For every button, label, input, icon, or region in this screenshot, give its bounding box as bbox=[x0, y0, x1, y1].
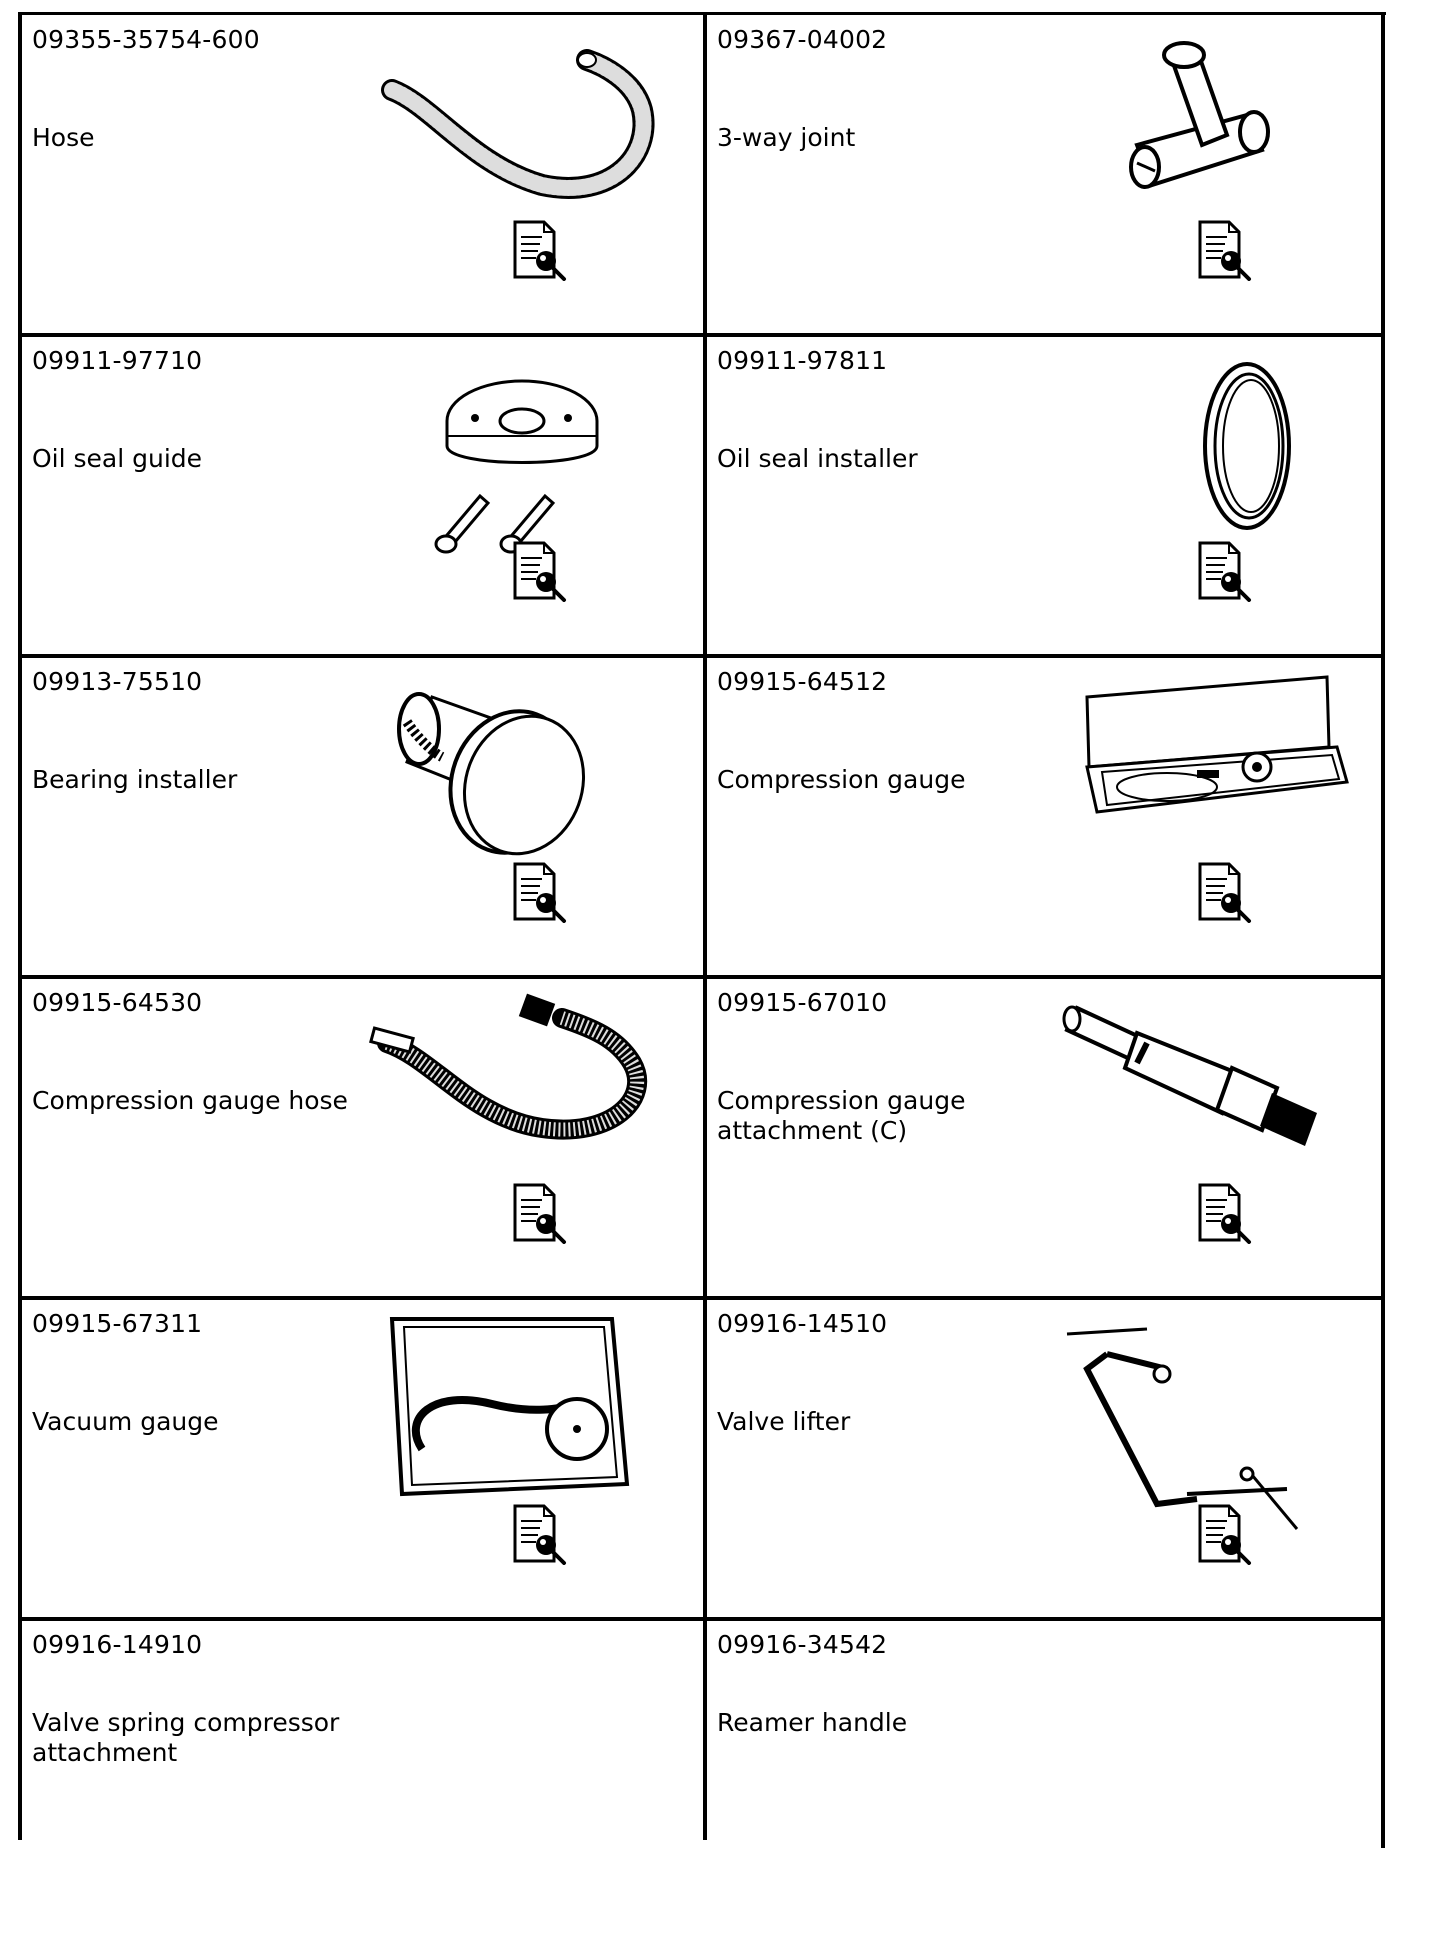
tool-description: Compression gauge hose bbox=[32, 1086, 348, 1115]
tool-description: Reamer handle bbox=[717, 1708, 908, 1737]
tool-description: Bearing installer bbox=[32, 765, 238, 794]
tool-description: Hose bbox=[32, 123, 95, 152]
tool-cell bbox=[707, 978, 1390, 1300]
document-magnifier-icon[interactable] bbox=[512, 219, 570, 281]
tool-description: Valve spring compressor attachment bbox=[32, 1708, 340, 1767]
part-number: 09915-64512 bbox=[717, 667, 888, 696]
part-number: 09916-34542 bbox=[717, 1630, 888, 1659]
tool-description: 3-way joint bbox=[717, 123, 856, 152]
document-magnifier-icon[interactable] bbox=[1197, 1503, 1255, 1565]
document-magnifier-icon[interactable] bbox=[1197, 219, 1255, 281]
part-number: 09916-14510 bbox=[717, 1309, 888, 1338]
document-magnifier-icon[interactable] bbox=[1197, 861, 1255, 923]
tool-cell bbox=[22, 336, 705, 658]
tool-cell bbox=[707, 1299, 1390, 1621]
tool-cell bbox=[22, 15, 705, 337]
tool-cell bbox=[22, 1620, 705, 1942]
part-number: 09915-67010 bbox=[717, 988, 888, 1017]
document-magnifier-icon[interactable] bbox=[512, 1182, 570, 1244]
document-magnifier-icon[interactable] bbox=[1197, 1182, 1255, 1244]
tool-description: Compression gauge bbox=[717, 765, 966, 794]
tool-description: Vacuum gauge bbox=[32, 1407, 219, 1436]
tool-cell bbox=[707, 15, 1390, 337]
tool-description: Oil seal guide bbox=[32, 444, 203, 473]
part-number: 09916-14910 bbox=[32, 1630, 203, 1659]
tool-cell bbox=[22, 657, 705, 979]
part-number: 09915-64530 bbox=[32, 988, 203, 1017]
tool-cell bbox=[707, 1620, 1390, 1942]
tool-cell bbox=[707, 657, 1390, 979]
part-number: 09911-97710 bbox=[32, 346, 203, 375]
tool-cell bbox=[707, 336, 1390, 658]
part-number: 09355-35754-600 bbox=[32, 25, 260, 54]
part-number: 09915-67311 bbox=[32, 1309, 203, 1338]
document-magnifier-icon[interactable] bbox=[512, 861, 570, 923]
part-number: 09367-04002 bbox=[717, 25, 888, 54]
document-magnifier-icon[interactable] bbox=[1197, 540, 1255, 602]
tool-cell bbox=[22, 1299, 705, 1621]
part-number: 09911-97811 bbox=[717, 346, 888, 375]
tool-description: Oil seal installer bbox=[717, 444, 918, 473]
part-number: 09913-75510 bbox=[32, 667, 203, 696]
tool-description: Valve lifter bbox=[717, 1407, 851, 1436]
tool-description: Compression gauge attachment (C) bbox=[717, 1086, 966, 1145]
document-magnifier-icon[interactable] bbox=[512, 540, 570, 602]
tool-cell bbox=[22, 978, 705, 1300]
document-magnifier-icon[interactable] bbox=[512, 1503, 570, 1565]
